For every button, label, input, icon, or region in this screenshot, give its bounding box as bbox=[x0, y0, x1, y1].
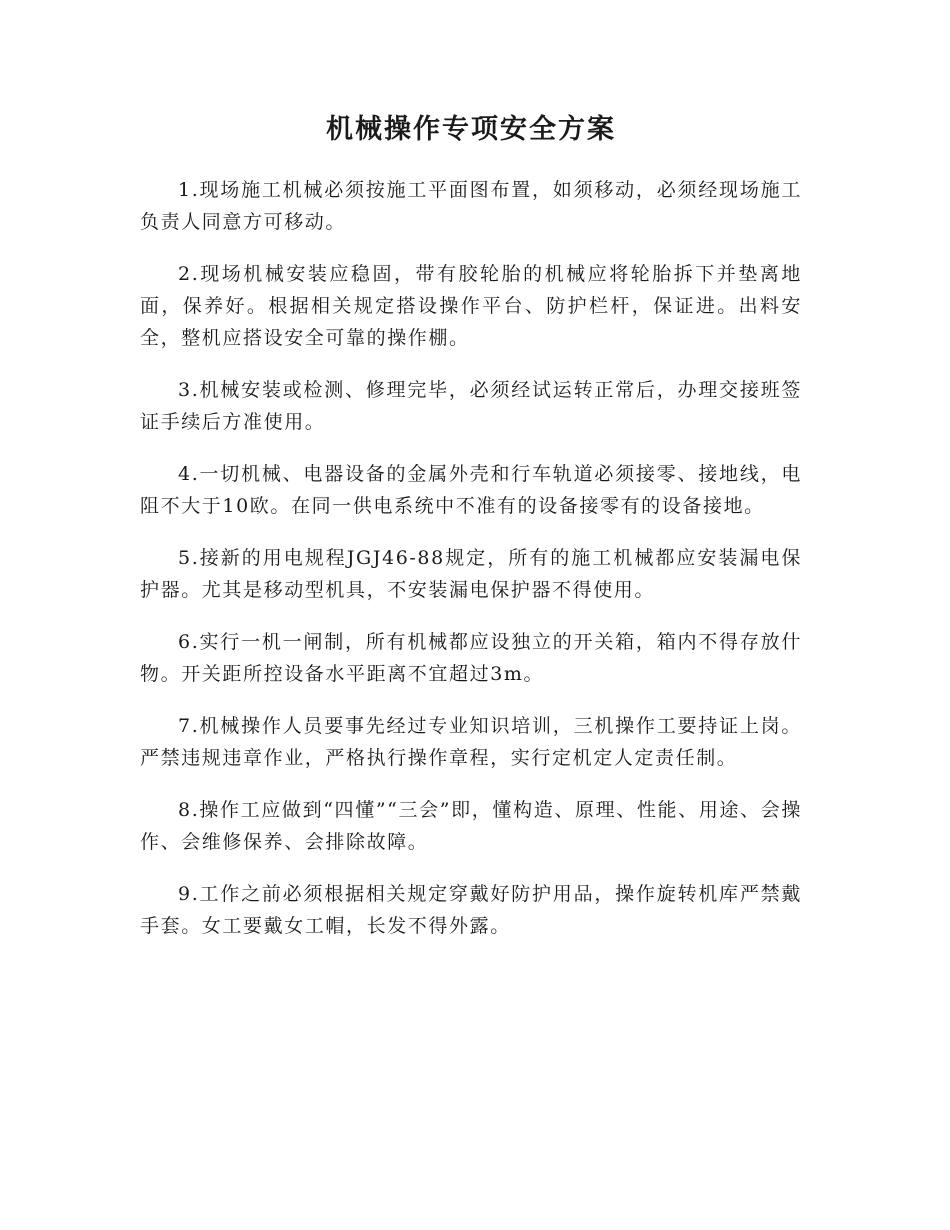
paragraph-2: 2.现场机械安装应稳固，带有胶轮胎的机械应将轮胎拆下并垫离地面，保养好。根据相关规定搭设操作平台、防护栏杆，保证进。出料安全，整机应搭设安全可靠的操作棚。 bbox=[140, 263, 802, 349]
paragraph-9: 9.工作之前必须根据相关规定穿戴好防护用品，操作旋转机库严禁戴手套。女工要戴女工帽，长发不得外露。 bbox=[140, 883, 802, 937]
document-page bbox=[140, 110, 802, 962]
paragraph-6: 6.实行一机一闸制，所有机械都应设独立的开关箱，箱内不得存放什物。开关距所控设备水平距离不宜超过3m。 bbox=[140, 631, 802, 685]
paragraph-8: 8.操作工应做到“四懂”“三会”即，懂构造、原理、性能、用途、会操作、会维修保养、会排除故障。 bbox=[140, 799, 802, 853]
paragraph-3: 3.机械安装或检测、修理完毕，必须经试运转正常后，办理交接班签证手续后方准使用。 bbox=[140, 379, 802, 433]
paragraph-1: 1.现场施工机械必须按施工平面图布置，如须移动，必须经现场施工负责人同意方可移动。 bbox=[140, 179, 802, 233]
paragraph-7: 7.机械操作人员要事先经过专业知识培训，三机操作工要持证上岗。严禁违规违章作业，严格执行操作章程，实行定机定人定责任制。 bbox=[140, 715, 802, 769]
paragraph-5: 5.接新的用电规程JGJ46-88规定，所有的施工机械都应安装漏电保护器。尤其是移动型机具，不安装漏电保护器不得使用。 bbox=[140, 547, 802, 601]
document-title: 机械操作专项安全方案 bbox=[326, 114, 616, 145]
paragraph-4: 4.一切机械、电器设备的金属外壳和行车轨道必须接零、接地线，电阻不大于10欧。在同一供电系统中不准有的设备接零有的设备接地。 bbox=[140, 463, 802, 517]
